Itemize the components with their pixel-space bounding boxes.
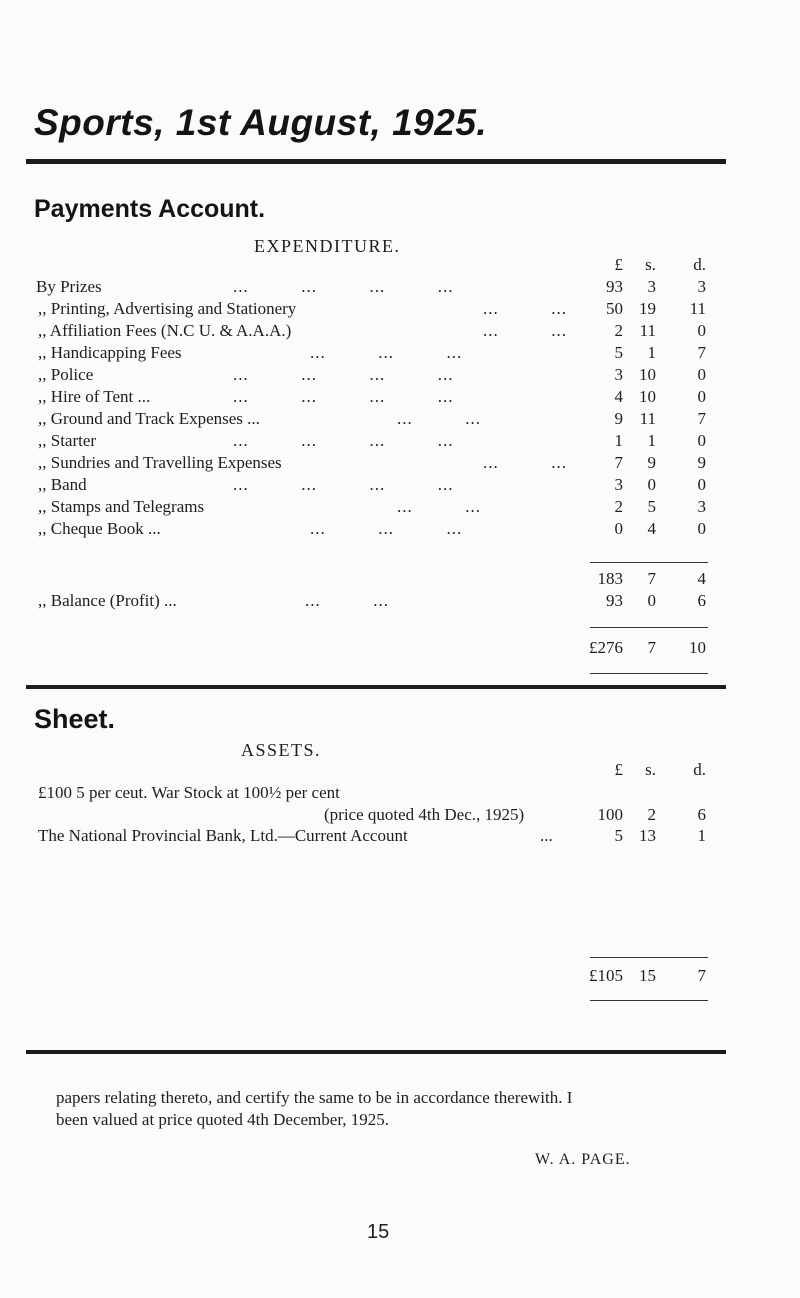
table-row <box>0 453 800 475</box>
row-label: ,, Starter <box>38 431 97 450</box>
shillings-value: 13 <box>639 826 656 845</box>
pounds-value: £276 <box>589 638 623 657</box>
pence-value: 0 <box>697 365 706 384</box>
pence-value: 3 <box>697 277 706 296</box>
pounds-value: 50 <box>606 299 623 318</box>
footer-text-line-1: papers relating thereto, and certify the same to be in accordance therewith. I <box>56 1088 573 1107</box>
section-divider <box>26 1050 726 1054</box>
shillings-value: 19 <box>639 299 656 318</box>
pence-value: 7 <box>697 966 706 985</box>
row-label-continued: (price quoted 4th Dec., 1925) <box>324 805 525 824</box>
total-row <box>0 638 800 660</box>
pounds-value: 2 <box>614 497 623 516</box>
leader-dots: ... ... ... <box>310 519 463 538</box>
pounds-header: £ <box>614 255 623 274</box>
pounds-value: £105 <box>589 966 623 985</box>
total-underline <box>590 673 708 674</box>
pounds-value: 5 <box>614 343 623 362</box>
pence-value: 11 <box>689 299 706 318</box>
leader-dots: ... ... ... ... <box>233 277 454 296</box>
row-label: ,, Cheque Book ... <box>38 519 161 538</box>
signature: W. A. PAGE. <box>535 1151 631 1168</box>
row-label: ,, Police <box>38 365 94 384</box>
leader-dots: ... ... ... ... <box>233 431 454 450</box>
pence-header: d. <box>693 760 706 779</box>
sheet-column-headers <box>0 760 800 782</box>
row-label: ,, Balance (Profit) ... <box>38 591 177 610</box>
pounds-value: 4 <box>614 387 623 406</box>
shillings-value: 10 <box>639 387 656 406</box>
pounds-value: 0 <box>614 519 623 538</box>
table-row <box>0 519 800 541</box>
leader-dots: ... ... ... <box>310 343 463 362</box>
shillings-value: 11 <box>639 321 656 340</box>
pence-value: 6 <box>697 805 706 824</box>
total-rule <box>590 957 708 958</box>
footer-text-line-2: been valued at price quoted 4th December, 1925. <box>56 1110 390 1129</box>
table-row <box>0 277 800 299</box>
shillings-value: 10 <box>639 365 656 384</box>
pounds-value: 7 <box>614 453 623 472</box>
pence-value: 3 <box>697 497 706 516</box>
pence-value: 0 <box>697 321 706 340</box>
table-row <box>0 409 800 431</box>
section-divider <box>26 159 726 164</box>
shillings-value: 5 <box>647 497 656 516</box>
leader-dots: ... <box>540 826 553 845</box>
pence-value: 7 <box>697 409 706 428</box>
shillings-value: 3 <box>647 277 656 296</box>
pounds-value: 1 <box>614 431 623 450</box>
table-row <box>0 343 800 365</box>
shillings-value: 0 <box>647 591 656 610</box>
pence-value: 0 <box>697 431 706 450</box>
pounds-header: £ <box>614 760 623 779</box>
table-row <box>0 299 800 321</box>
leader-dots: ... ... <box>483 321 567 340</box>
sheet-heading: Sheet. <box>34 704 116 734</box>
leader-dots: ... ... <box>397 409 481 428</box>
leader-dots: ... ... ... ... <box>233 475 454 494</box>
subtotal-row <box>0 569 800 591</box>
leader-dots: ... ... <box>305 591 389 610</box>
page-number: 15 <box>367 1221 390 1243</box>
table-row <box>0 783 800 805</box>
pence-header: d. <box>693 255 706 274</box>
table-row <box>0 497 800 519</box>
row-label: ,, Sundries and Travelling Expenses <box>38 453 282 472</box>
row-label: £100 5 per ceut. War Stock at 100½ per cent <box>38 783 340 802</box>
shillings-value: 2 <box>647 805 656 824</box>
leader-dots: ... ... <box>397 497 481 516</box>
leader-dots: ... ... ... ... <box>233 365 454 384</box>
table-row <box>0 431 800 453</box>
row-label: ,, Band <box>38 475 87 494</box>
pounds-value: 93 <box>606 591 623 610</box>
shillings-value: 7 <box>647 569 656 588</box>
leader-dots: ... ... ... ... <box>233 387 454 406</box>
subtotal-rule <box>590 562 708 563</box>
row-label: ,, Ground and Track Expenses ... <box>38 409 260 428</box>
pence-value: 0 <box>697 519 706 538</box>
table-row <box>0 475 800 497</box>
section-divider <box>26 685 726 689</box>
pence-value: 1 <box>697 826 706 845</box>
row-label: By Prizes <box>36 277 102 296</box>
pence-value: 6 <box>697 591 706 610</box>
row-label: ,, Stamps and Telegrams <box>38 497 205 516</box>
leader-dots: ... ... <box>483 299 567 318</box>
pounds-value: 3 <box>614 475 623 494</box>
table-row <box>0 826 800 848</box>
shillings-value: 9 <box>647 453 656 472</box>
pounds-value: 2 <box>614 321 623 340</box>
row-label: ,, Handicapping Fees <box>38 343 182 362</box>
pence-value: 4 <box>697 569 706 588</box>
shillings-value: 11 <box>639 409 656 428</box>
pence-value: 9 <box>697 453 706 472</box>
pence-value: 0 <box>697 475 706 494</box>
payments-heading: Payments Account. <box>34 195 266 223</box>
balance-row <box>0 591 800 613</box>
leader-dots: ... ... <box>483 453 567 472</box>
payments-column-headers <box>0 255 800 277</box>
total-underline <box>590 1000 708 1001</box>
shillings-header: s. <box>645 760 656 779</box>
pounds-value: 93 <box>606 277 623 296</box>
pounds-value: 3 <box>614 365 623 384</box>
shillings-value: 0 <box>647 475 656 494</box>
pounds-value: 5 <box>614 826 623 845</box>
shillings-value: 1 <box>647 431 656 450</box>
table-row <box>0 365 800 387</box>
row-label: The National Provincial Bank, Ltd.—Current Account <box>38 826 408 845</box>
table-row <box>0 321 800 343</box>
expenditure-label: EXPENDITURE. <box>254 236 401 256</box>
row-label: ,, Hire of Tent ... <box>38 387 151 406</box>
shillings-value: 15 <box>639 966 656 985</box>
pounds-value: 183 <box>597 569 623 588</box>
shillings-value: 4 <box>647 519 656 538</box>
pence-value: 0 <box>697 387 706 406</box>
shillings-header: s. <box>645 255 656 274</box>
pounds-value: 100 <box>597 805 623 824</box>
row-label: ,, Printing, Advertising and Stationery <box>38 299 297 318</box>
shillings-value: 7 <box>647 638 656 657</box>
table-row <box>0 805 800 827</box>
table-row <box>0 387 800 409</box>
pence-value: 7 <box>697 343 706 362</box>
page-title: Sports, 1st August, 1925. <box>34 102 488 143</box>
pounds-value: 9 <box>614 409 623 428</box>
total-row <box>0 966 800 988</box>
assets-label: ASSETS. <box>241 740 322 760</box>
shillings-value: 1 <box>647 343 656 362</box>
row-label: ,, Affiliation Fees (N.C U. & A.A.A.) <box>38 321 292 340</box>
total-rule <box>590 627 708 628</box>
pence-value: 10 <box>689 638 706 657</box>
